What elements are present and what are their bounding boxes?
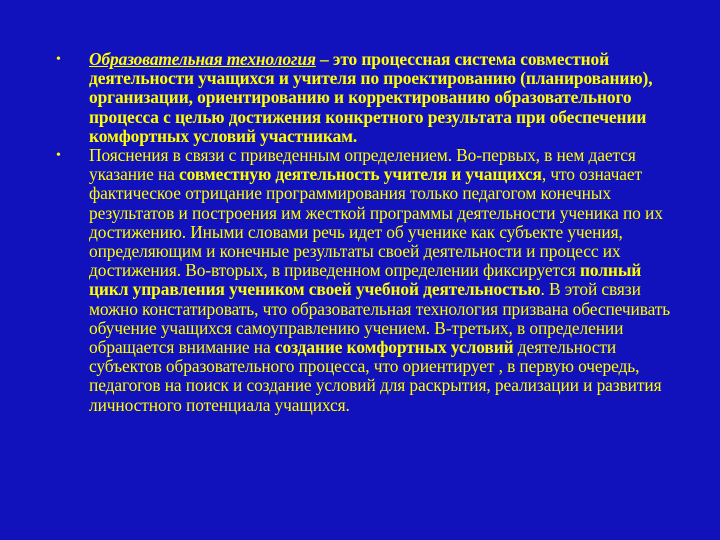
emphasis-joint-activity: совместную деятельность учителя и учащихся xyxy=(179,164,542,185)
explanation-part-2: , что означает фактическое отрицание программирования только педагогом конечных результатов и построения им жесткой программы деятельности ученика по их достижению. Иными словами речь идет об ученике как субъекте учения, определяющим и конечные результаты своей деятельности и процесс их достижения. Во-вторых, в приведенном определении фиксируется xyxy=(89,164,663,281)
explanation-part-3: . В этой связи можно констатировать, что образовательная технология призвана обеспечивать обучение учащихся самоуправлению учением. В-третьих, в определении обращается внимание на xyxy=(89,279,671,358)
bullet-item-explanation xyxy=(56,146,680,415)
definition-body: – это процессная система совместной деятельности учащихся и учителя по проектированию (планированию), организации, ориентированию и корректированию образовательного процесса с целью достижения конкретного результата при обеспечении комфортных условий участникам. xyxy=(89,49,653,146)
explanation-part-1: Пояснения в связи с приведенным определением. Во-первых, в нем дается указание на xyxy=(89,145,636,185)
bullet-list xyxy=(56,50,680,415)
definition-text xyxy=(89,49,652,146)
bullet-item-definition xyxy=(56,50,680,146)
emphasis-full-cycle: полный цикл управления учеником своей учебной деятельностью xyxy=(89,260,642,300)
bullet-dot-icon: • xyxy=(56,148,61,164)
explanation-part-4: деятельности субъектов образовательного процесса, что ориентирует , в первую очередь, педагогов на поиск и создание условий для раскрытия, реализации и развития личностного потенциала учащихся. xyxy=(89,337,662,415)
definition-term: Образовательная технология xyxy=(89,49,316,69)
emphasis-comfortable-conditions: создание комфортных условий xyxy=(274,337,514,358)
bullet-dot-icon: • xyxy=(56,52,61,67)
